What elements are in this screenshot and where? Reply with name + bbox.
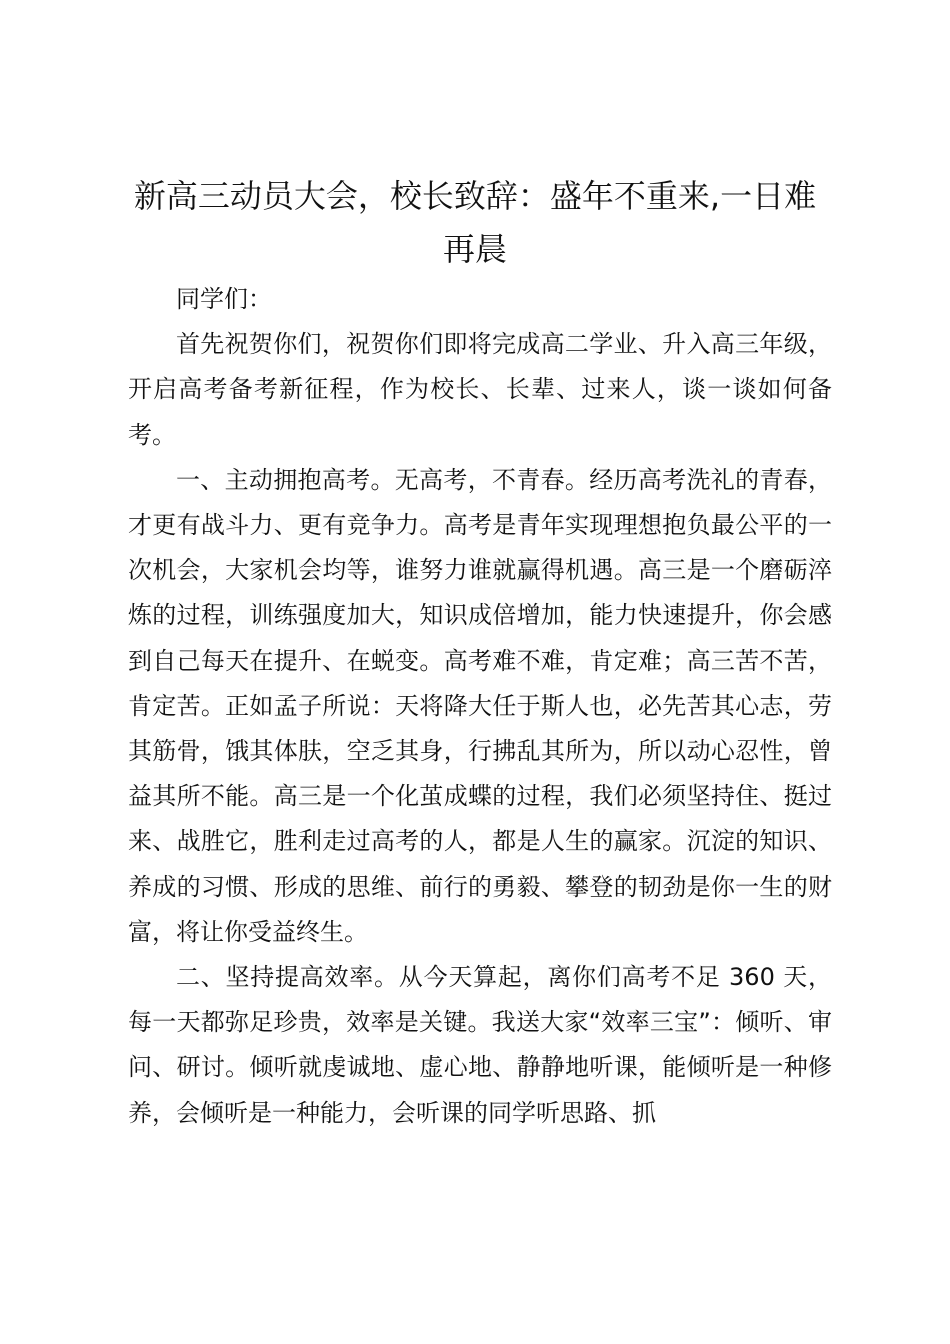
document-body — [128, 277, 832, 1136]
paragraph-section-one: 一、主动拥抱高考。无高考，不青春。经历高考洗礼的青春，才更有战斗力、更有竞争力。高考是青年实现理想抱负最公平的一次机会，大家机会均等，谁努力谁就赢得机遇。高三是一个磨砺淬炼的过程，训练强度加大，知识成倍增加，能力快速提升，你会感到自己每天在提升、在蜕变。高考难不难，肯定难；高三苦不苦，肯定苦。正如孟子所说：天将降大任于斯人也，必先苦其心志，劳其筋骨，饿其体肤，空乏其身，行拂乱其所为，所以动心忍性，曾益其所不能。高三是一个化茧成蝶的过程，我们必须坚持住、挺过来、战胜它，胜利走过高考的人，都是人生的赢家。沉淀的知识、养成的习惯、形成的思维、前行的勇毅、攀登的韧劲是你一生的财富，将让你受益终生。 — [128, 465, 832, 946]
paragraph-section-two: 二、坚持提高效率。从今天算起，离你们高考不足 360 天，每一天都弥足珍贵，效率是关键。我送大家“效率三宝”：倾听、审问、研讨。倾听就虔诚地、虚心地、静静地听课，能倾听是一种修养，会倾听是一种能力，会听课的同学听思路、抓 — [128, 963, 832, 1127]
paragraph-intro: 首先祝贺你们，祝贺你们即将完成高二学业、升入高三年级，开启高考备考新征程，作为校长、长辈、过来人，谈一谈如何备考。 — [128, 330, 832, 449]
salutation: 同学们： — [176, 285, 272, 313]
document-title: 新高三动员大会，校长致辞：盛年不重来,一日难再晨 — [133, 177, 817, 268]
